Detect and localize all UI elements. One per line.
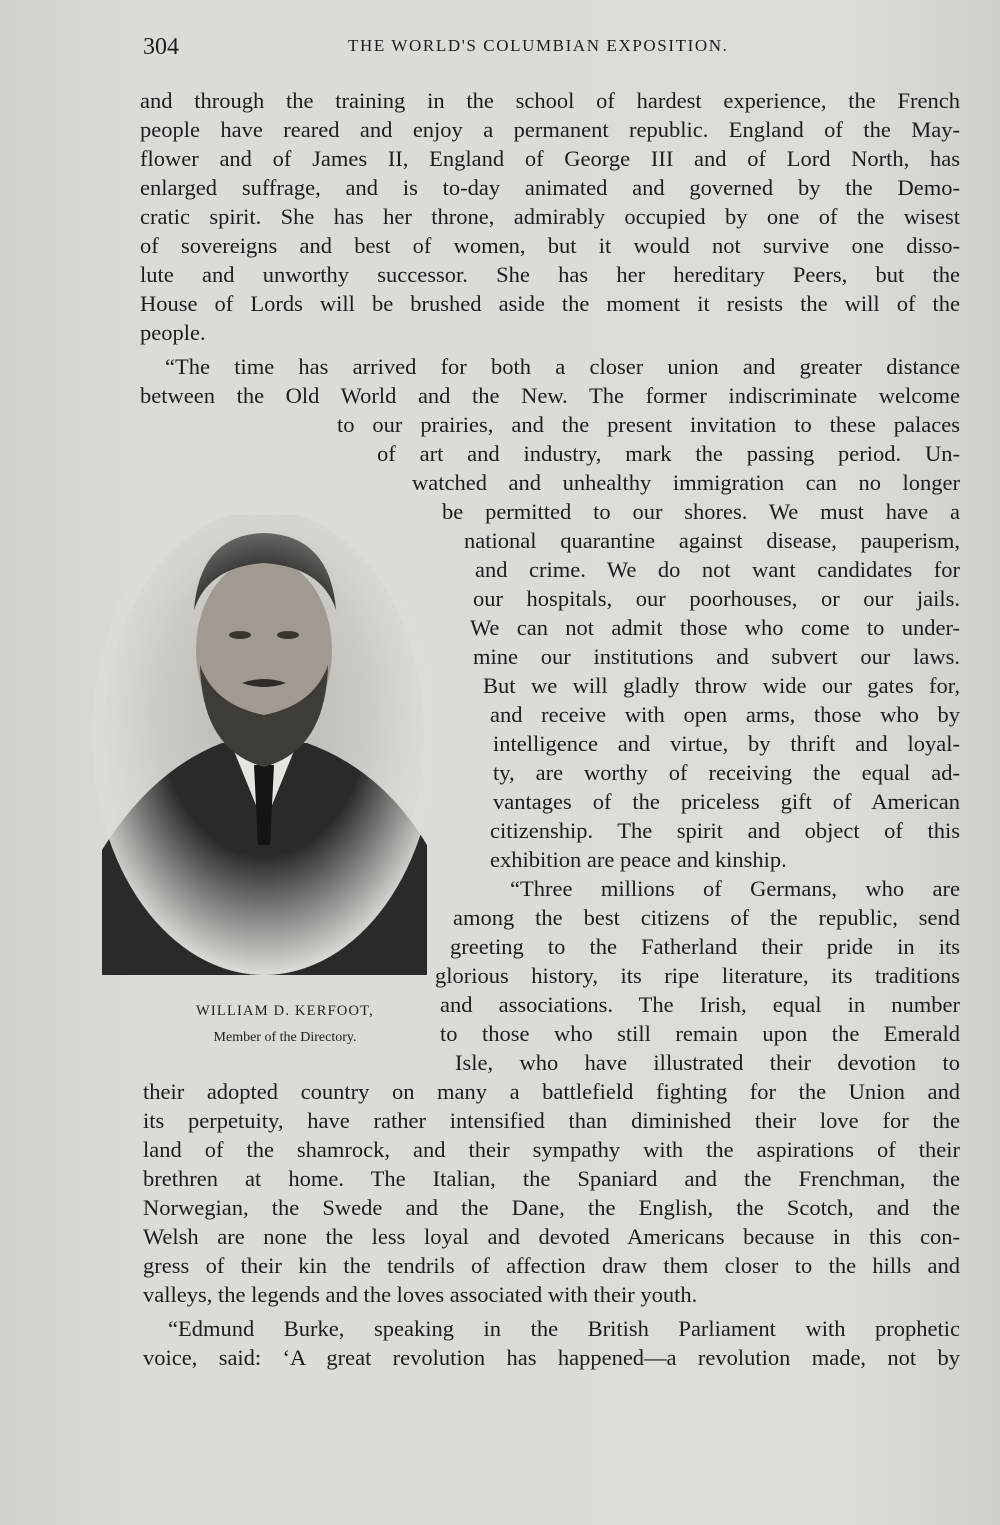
text-line: of sovereigns and best of women, but it would not survive one disso- (140, 233, 960, 258)
text-line: its perpetuity, have rather intensified than diminished their love for the (143, 1108, 960, 1133)
text-line: people have reared and enjoy a permanent republic. England of the May- (140, 117, 960, 142)
text-line: and receive with open arms, those who by (490, 702, 960, 727)
text-line: enlarged suffrage, and is to-day animated and governed by the Demo- (140, 175, 960, 200)
text-line: brethren at home. The Italian, the Spaniard and the Frenchman, the (143, 1166, 960, 1191)
text-line: citizenship. The spirit and object of this (490, 818, 960, 843)
text-line: valleys, the legends and the loves associated with their youth. (143, 1282, 698, 1307)
text-line: Norwegian, the Swede and the Dane, the English, the Scotch, and the (143, 1195, 960, 1220)
text-line: lute and unworthy successor. She has her hereditary Peers, but the (140, 262, 960, 287)
text-line: and through the training in the school of hardest experience, the French (140, 88, 960, 113)
text-line: “The time has arrived for both a closer union and greater distance (165, 354, 960, 379)
text-line: cratic spirit. She has her throne, admirably occupied by one of the wisest (140, 204, 960, 229)
text-line: our hospitals, our poorhouses, or our jails. (473, 586, 960, 611)
text-line: intelligence and virtue, by thrift and loyal- (493, 731, 960, 756)
text-line: vantages of the priceless gift of American (493, 789, 960, 814)
text-line: “Edmund Burke, speaking in the British Parliament with prophetic (168, 1316, 960, 1341)
text-line: Isle, who have illustrated their devotion to (455, 1050, 960, 1075)
page-header (143, 30, 963, 64)
text-line: among the best citizens of the republic, send (453, 905, 960, 930)
text-line: mine our institutions and subvert our laws. (473, 644, 960, 669)
text-line: their adopted country on many a battlefield fighting for the Union and (143, 1079, 960, 1104)
text-line: voice, said: ‘A great revolution has happened—a revolution made, not by (143, 1345, 960, 1370)
page-number: 304 (143, 34, 179, 60)
text-line: land of the shamrock, and their sympathy with the aspirations of their (143, 1137, 960, 1162)
text-line: flower and of James II, England of George III and of Lord North, has (140, 146, 960, 171)
text-line: to those who still remain upon the Emerald (440, 1021, 960, 1046)
text-line: people. (140, 320, 206, 345)
portrait-caption-role: Member of the Directory. (213, 1030, 357, 1045)
text-line: glorious history, its ripe literature, its traditions (435, 963, 960, 988)
text-line: be permitted to our shores. We must have a (442, 499, 960, 524)
text-line: We can not admit those who come to under- (470, 615, 960, 640)
running-head: THE WORLD'S COLUMBIAN EXPOSITION. (348, 36, 729, 55)
text-line: But we will gladly throw wide our gates for, (483, 673, 960, 698)
text-line: between the Old World and the New. The former indiscriminate welcome (140, 383, 960, 408)
text-line: greeting to the Fatherland their pride in its (450, 934, 960, 959)
text-line: Welsh are none the less loyal and devoted Americans because in this con- (143, 1224, 960, 1249)
text-line: “Three millions of Germans, who are (510, 876, 960, 901)
text-line: and associations. The Irish, equal in number (440, 992, 960, 1017)
portrait-caption-name: WILLIAM D. KERFOOT, (196, 1003, 374, 1019)
text-line: ty, are worthy of receiving the equal ad- (493, 760, 960, 785)
text-line: to our prairies, and the present invitation to these palaces (337, 412, 960, 437)
text-line: gress of their kin the tendrils of affection draw them closer to the hills and (143, 1253, 960, 1278)
text-line: and crime. We do not want candidates for (475, 557, 960, 582)
text-line: watched and unhealthy immigration can no longer (412, 470, 960, 495)
text-line: of art and industry, mark the passing period. Un- (377, 441, 960, 466)
text-line: national quarantine against disease, pauperism, (464, 528, 960, 553)
text-line: House of Lords will be brushed aside the moment it resists the will of the (140, 291, 960, 316)
portrait-engraving (92, 515, 437, 975)
text-line: exhibition are peace and kinship. (490, 847, 787, 872)
